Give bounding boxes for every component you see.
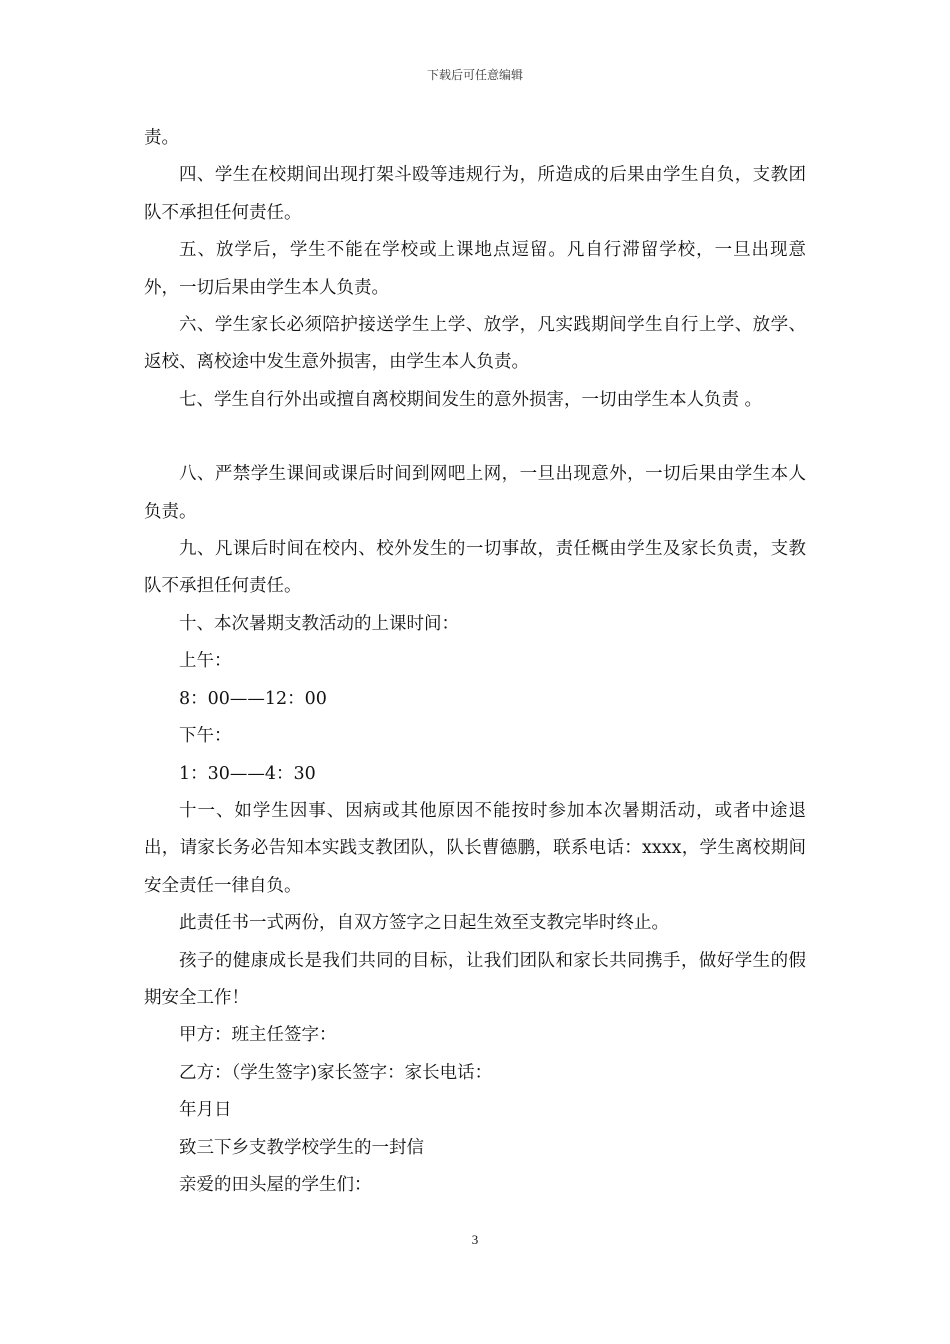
paragraph: 十、本次暑期支教活动的上课时间： bbox=[179, 613, 459, 634]
paragraph: 八、严禁学生课间或课后时间到网吧上网，一旦出现意外，一切后果由学生本人负责。 bbox=[144, 464, 806, 522]
paragraph: 责。 bbox=[144, 128, 179, 148]
paragraph: 七、学生自行外出或擅自离校期间发生的意外损害，一切由学生本人负责 。 bbox=[179, 389, 763, 410]
paragraph: 十一、如学生因事、因病或其他原因不能按时参加本次暑期活动，或者中途退出，请家长务必告知本实践支教团队，队长曹德鹏，联系电话：xxxx，学生离校期间安全责任一律自负。 bbox=[144, 800, 806, 896]
paragraph: 孩子的健康成长是我们共同的目标，让我们团队和家长共同携手，做好学生的假期安全工作！ bbox=[144, 950, 806, 1008]
paragraph: 五、放学后，学生不能在学校或上课地点逗留。凡自行滞留学校，一旦出现意外，一切后果由学生本人负责。 bbox=[144, 240, 806, 298]
paragraph: 上午： bbox=[179, 651, 232, 672]
paragraph: 四、学生在校期间出现打架斗殴等违规行为，所造成的后果由学生自负，支教团队不承担任何责任。 bbox=[144, 165, 806, 223]
page-number: 3 bbox=[471, 1232, 479, 1247]
paragraph: 年月日 bbox=[179, 1100, 232, 1121]
paragraph: 六、学生家长必须陪护接送学生上学、放学，凡实践期间学生自行上学、放学、返校、离校途中发生意外损害，由学生本人负责。 bbox=[144, 315, 806, 373]
paragraph: 亲爱的田头屋的学生们： bbox=[179, 1174, 372, 1195]
paragraph: 甲方：班主任签字： bbox=[179, 1025, 337, 1046]
paragraph: 致三下乡支教学校学生的一封信 bbox=[179, 1137, 424, 1158]
paragraph: 1：30——4：30 bbox=[179, 763, 316, 784]
page-header: 下载后可任意编辑 bbox=[426, 68, 523, 82]
paragraph: 8：00——12：00 bbox=[179, 688, 327, 709]
paragraph: 下午： bbox=[179, 726, 232, 747]
paragraph: 九、凡课后时间在校内、校外发生的一切事故，责任概由学生及家长负责，支教队不承担任何责任。 bbox=[144, 539, 806, 597]
paragraph: 此责任书一式两份，自双方签字之日起生效至支教完毕时终止。 bbox=[179, 913, 669, 934]
paragraph: 乙方：（学生签字)家长签字：家长电话： bbox=[179, 1062, 493, 1083]
document-body bbox=[144, 120, 806, 1204]
